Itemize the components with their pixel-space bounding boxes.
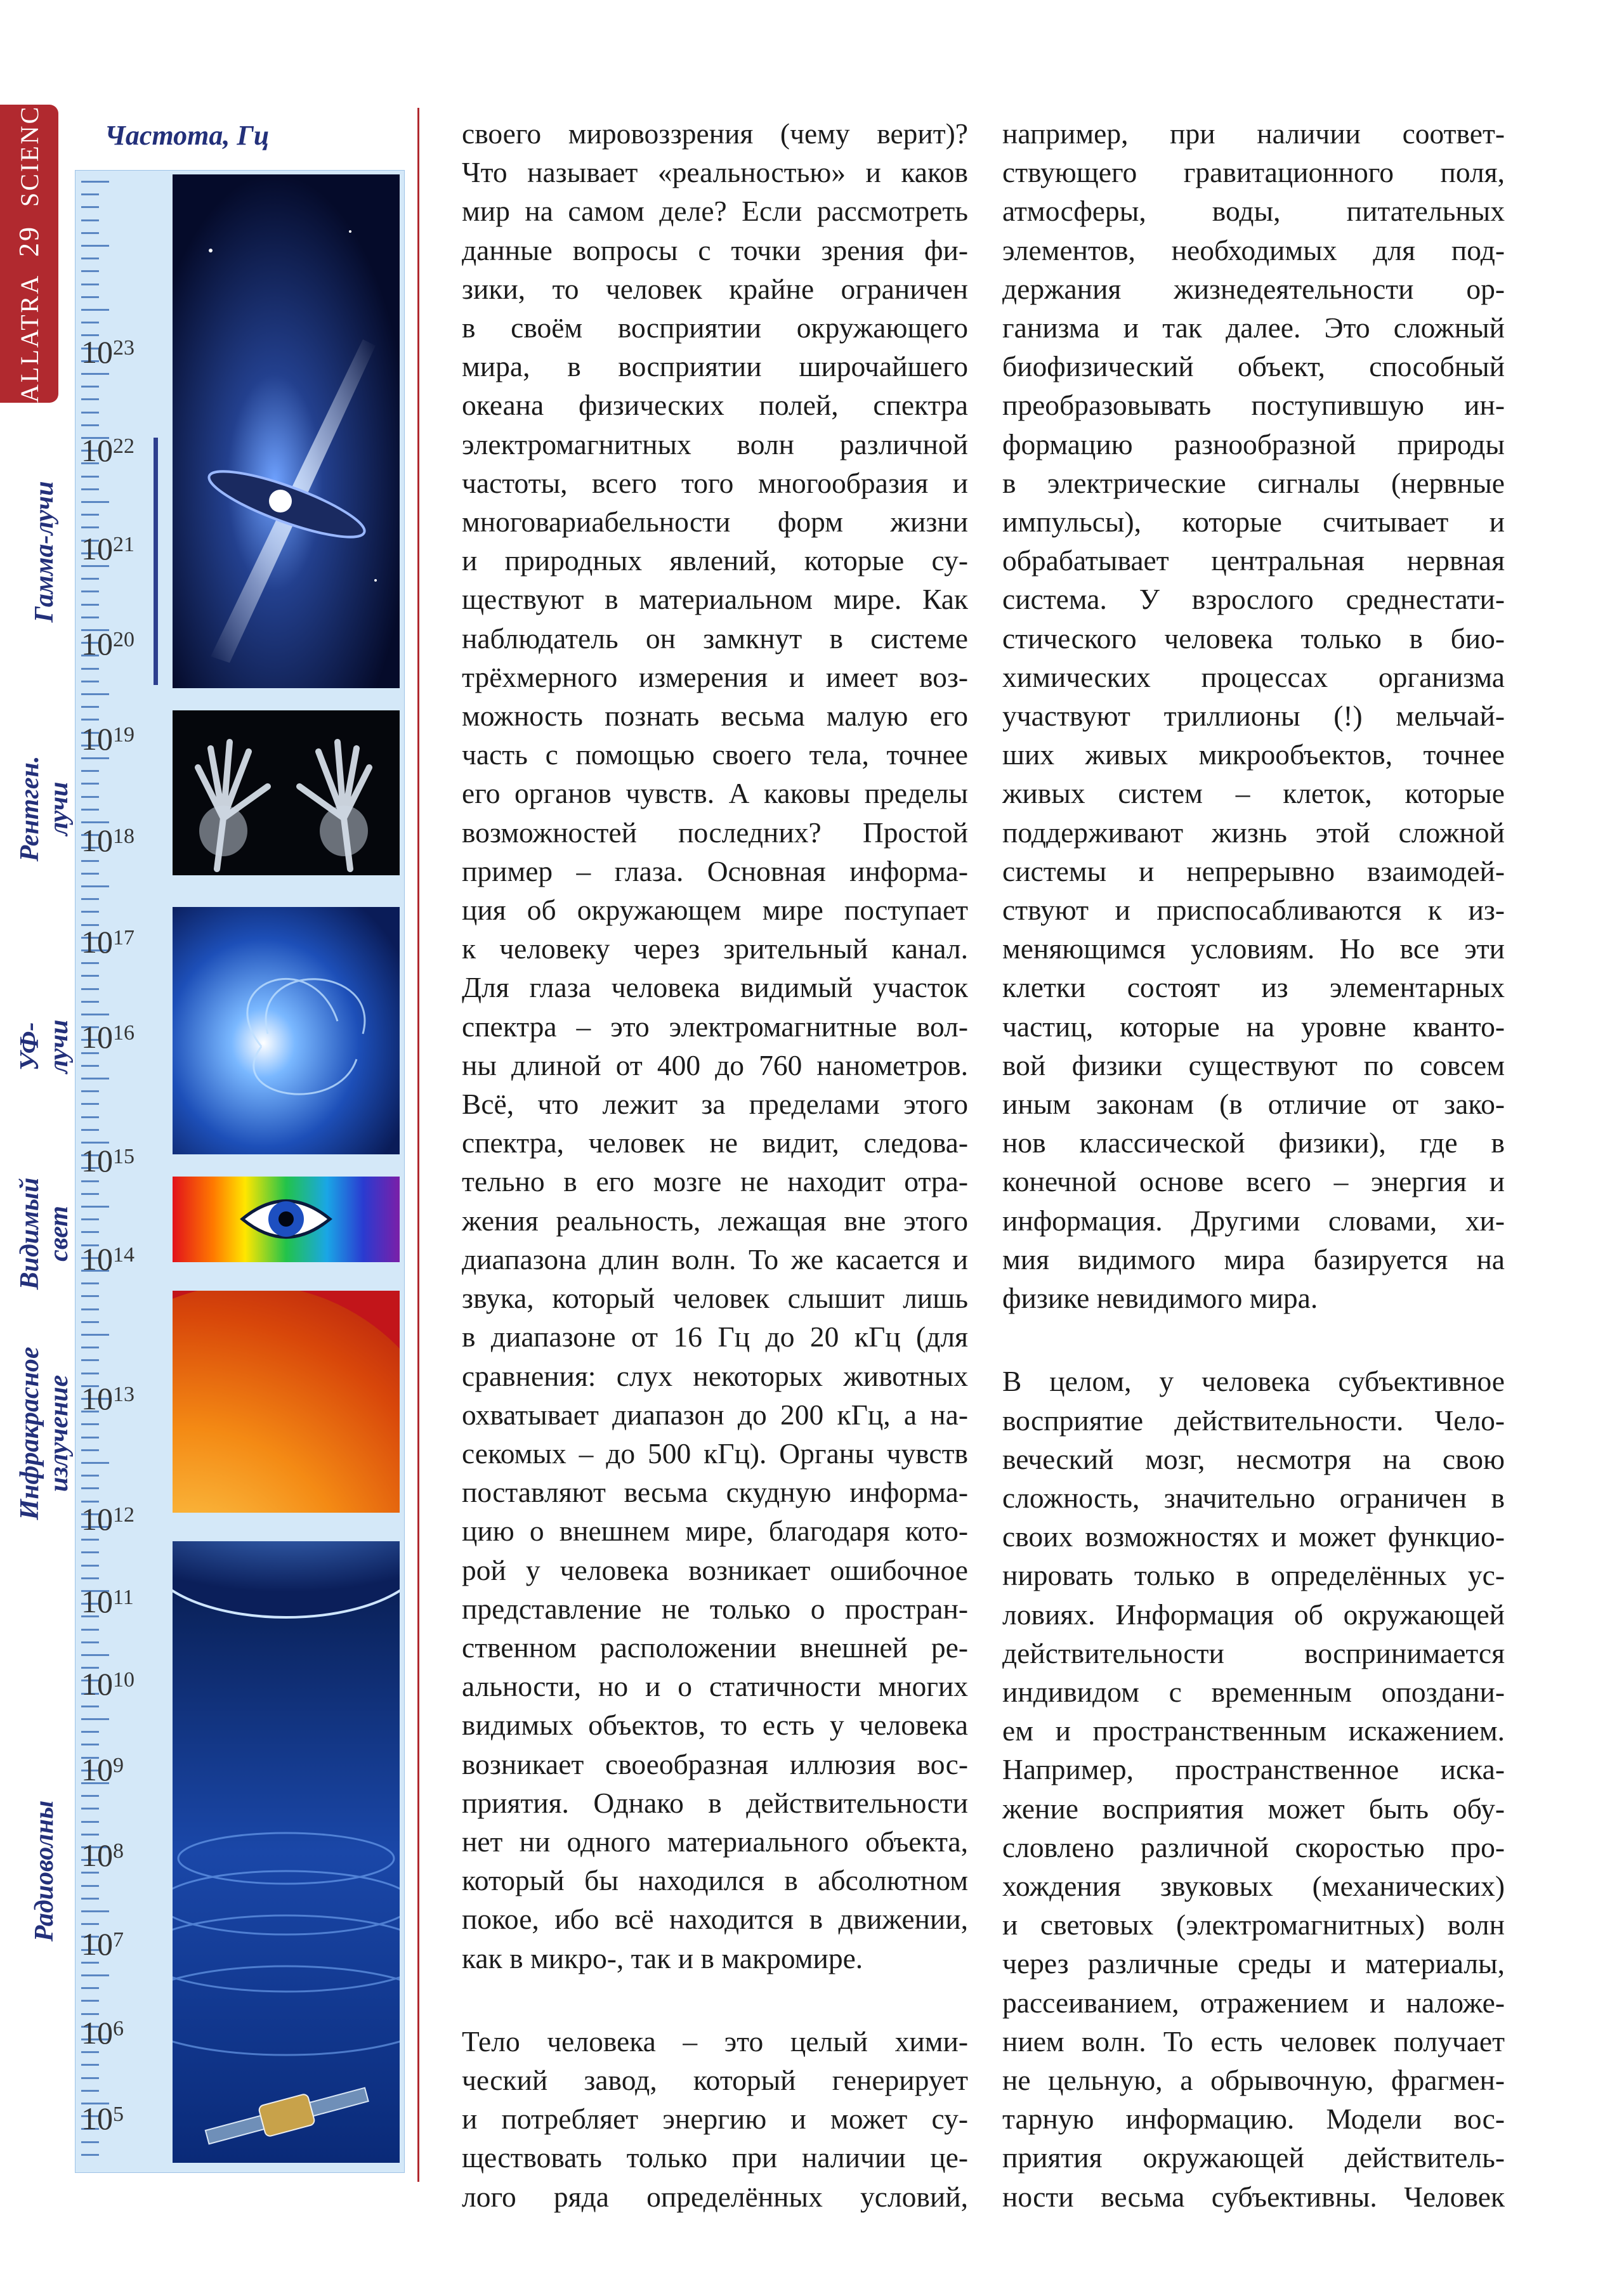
text-line: частиц, которые на уровне кванто- bbox=[1002, 1010, 1505, 1043]
text-line: веческий мозг, несмотря на свою bbox=[1002, 1442, 1505, 1475]
scale-tick bbox=[81, 1437, 99, 1438]
scale-tick bbox=[81, 988, 99, 990]
text-line: системы и непрерывно взаимодей- bbox=[1002, 854, 1505, 887]
scale-tick bbox=[81, 1885, 99, 1887]
text-line: обрабатывает центральная нервная bbox=[1002, 544, 1505, 577]
text-line: ция об окружающем мире поступает bbox=[462, 894, 968, 927]
scale-tick bbox=[81, 873, 99, 875]
frequency-power-label: $10^{10}$ bbox=[81, 1666, 134, 1702]
text-line: система. У взрослого среднестати- bbox=[1002, 583, 1505, 616]
paragraph bbox=[1002, 114, 1505, 1317]
paragraph bbox=[462, 114, 968, 1978]
text-line: океана физических полей, спектра bbox=[462, 389, 968, 422]
scale-tick bbox=[81, 309, 109, 311]
scale-tick bbox=[81, 501, 109, 503]
band-label-uv: УФ- лучи bbox=[15, 1019, 74, 1074]
text-line: действительности воспринимается bbox=[1002, 1636, 1505, 1669]
text-line: наблюдатель он замкнут в системе bbox=[462, 622, 968, 655]
gamma-range-rule bbox=[154, 438, 158, 685]
band-label-radio: Радиоволны bbox=[30, 1800, 59, 1942]
scale-tick bbox=[81, 1218, 99, 1220]
text-line: ществуют в материальном мире. Как bbox=[462, 583, 968, 616]
text-line: ности весьма субъективны. Человек bbox=[1002, 2180, 1505, 2213]
text-line: приятия окружающей действитель- bbox=[1002, 2141, 1505, 2174]
scale-tick bbox=[81, 1180, 99, 1182]
text-line: данные вопросы с точки зрения фи- bbox=[462, 233, 968, 266]
frequency-power-label: $10^{20}$ bbox=[81, 626, 134, 662]
scale-tick bbox=[81, 2154, 99, 2156]
scale-tick bbox=[81, 1001, 99, 1003]
scale-tick bbox=[81, 1475, 99, 1477]
paragraph bbox=[1002, 1362, 1505, 2215]
frequency-power-label: $10^7$ bbox=[81, 1926, 124, 1962]
scale-tick bbox=[81, 1987, 99, 1989]
scale-tick bbox=[81, 1962, 99, 1964]
scale-tick bbox=[81, 2090, 99, 2092]
scale-tick bbox=[81, 258, 99, 259]
frequency-power-label: $10^{22}$ bbox=[81, 433, 134, 468]
scale-tick bbox=[81, 2051, 99, 2053]
scale-tick bbox=[81, 885, 109, 887]
scale-tick bbox=[81, 578, 99, 580]
text-line: ствуют и приспосабливаются к из- bbox=[1002, 894, 1505, 927]
text-line: рассеиванием, отражением и наложе- bbox=[1002, 1986, 1505, 2019]
scale-tick bbox=[81, 1577, 99, 1579]
journal-running-head bbox=[13, 88, 44, 403]
scale-tick bbox=[81, 1718, 109, 1720]
text-line: Для глаза человека видимый участок bbox=[462, 971, 968, 1004]
scale-tick bbox=[81, 604, 99, 606]
scale-tick bbox=[81, 1641, 99, 1643]
scale-tick bbox=[81, 1295, 99, 1297]
text-column-right bbox=[1002, 114, 1505, 2216]
text-line: поставляют весьма скудную информа- bbox=[462, 1476, 968, 1509]
text-line: как в микро-, так и в макромире. bbox=[462, 1941, 863, 1974]
scale-tick bbox=[81, 1923, 99, 1925]
text-line: приятия. Однако в действительности bbox=[462, 1786, 968, 1819]
frequency-power-label: $10^{15}$ bbox=[81, 1143, 134, 1178]
scale-tick bbox=[81, 616, 99, 618]
text-line: нием волн. То есть человек получает bbox=[1002, 2025, 1505, 2058]
text-line: импульсы), которые считывает и bbox=[1002, 506, 1505, 538]
text-line: пример – глаза. Основная информа- bbox=[462, 854, 968, 887]
text-line: ны длиной от 400 до 760 нанометров. bbox=[462, 1048, 968, 1081]
scale-tick bbox=[81, 1359, 99, 1361]
scale-tick bbox=[81, 1551, 99, 1553]
text-line: Тело человека – это целый хими- bbox=[462, 2025, 968, 2058]
text-line: тельно в его мозге не находит отра- bbox=[462, 1165, 968, 1198]
frequency-power-label: $10^{16}$ bbox=[81, 1019, 134, 1055]
frequency-power-label: $10^9$ bbox=[81, 1752, 124, 1787]
scale-tick bbox=[81, 681, 99, 682]
text-line: ем и пространственным искажением. bbox=[1002, 1714, 1505, 1747]
text-line: в диапазоне от 16 Гц до 20 кГц (для bbox=[462, 1321, 968, 1353]
band-label-gamma: Гамма-лучи bbox=[30, 481, 59, 623]
paragraph-gap bbox=[1002, 1317, 1505, 1362]
text-line: мира, в восприятии широчайшего bbox=[462, 350, 968, 383]
journal-name: ALLATRA bbox=[15, 275, 44, 403]
text-line: ганизма и так далее. Это сложный bbox=[1002, 311, 1505, 344]
scale-tick bbox=[81, 860, 99, 862]
text-line: жения реальность, лежащая вне этого bbox=[462, 1204, 968, 1237]
column-rule bbox=[417, 108, 419, 2182]
frequency-power-label: $10^{14}$ bbox=[81, 1241, 134, 1277]
text-line: через различные среды и материалы, bbox=[1002, 1947, 1505, 1980]
text-line: ческий завод, который генерирует bbox=[462, 2063, 968, 2096]
text-line: стического человека только в био- bbox=[1002, 622, 1505, 655]
scale-tick bbox=[81, 1731, 99, 1733]
text-line: спектра – это электромагнитные вол- bbox=[462, 1010, 968, 1043]
scale-tick bbox=[81, 719, 99, 721]
text-line: зики, то человек крайне ограничен bbox=[462, 272, 968, 305]
infrared-sun-image bbox=[173, 1291, 400, 1513]
text-line: электромагнитных волн различной bbox=[462, 427, 968, 460]
text-line: Всё, что лежит за пределами этого bbox=[462, 1088, 968, 1121]
text-line: часть с помощью своего тела, точнее bbox=[462, 738, 968, 771]
scale-tick bbox=[81, 284, 99, 285]
band-label-xray: Рентген. лучи bbox=[15, 755, 74, 862]
text-line: меняющимся условиям. Но все эти bbox=[1002, 932, 1505, 965]
scale-tick bbox=[81, 424, 99, 426]
text-line: его органов чувств. А каковы пределы bbox=[462, 777, 968, 810]
scale-tick bbox=[81, 1129, 99, 1131]
scale-tick bbox=[81, 1706, 99, 1707]
scale-tick bbox=[81, 322, 99, 323]
text-line: клетки состоят из элементарных bbox=[1002, 971, 1505, 1004]
text-line: жение восприятия может быть обу- bbox=[1002, 1792, 1505, 1825]
text-line: покое, ибо всё находится в движении, bbox=[462, 1903, 968, 1936]
paragraph bbox=[462, 2022, 968, 2216]
text-line: формацию разнообразной природы bbox=[1002, 427, 1505, 460]
scale-tick bbox=[81, 206, 99, 208]
scale-tick bbox=[81, 398, 99, 400]
gamma-ray-burst-image bbox=[173, 174, 400, 688]
frequency-axis-title: Частота, Гц bbox=[105, 120, 270, 151]
text-line: частоты, всего того многообразия и bbox=[462, 466, 968, 499]
scale-tick bbox=[81, 1449, 99, 1451]
text-line: трёхмерного измерения и имеет воз- bbox=[462, 660, 968, 693]
scale-tick bbox=[81, 1282, 99, 1284]
scale-tick bbox=[81, 1116, 99, 1118]
scale-tick bbox=[81, 1090, 99, 1092]
text-column-left bbox=[462, 114, 968, 2216]
scale-tick bbox=[81, 1821, 99, 1823]
scale-tick bbox=[81, 1321, 99, 1323]
scale-tick bbox=[81, 1654, 109, 1656]
scale-tick bbox=[81, 526, 99, 528]
band-label-infrared: Инфракрасное излучение bbox=[15, 1347, 74, 1520]
text-line: биофизический объект, способный bbox=[1002, 350, 1505, 383]
scale-tick bbox=[81, 270, 99, 272]
text-line: возникает своеобразная иллюзия вос- bbox=[462, 1747, 968, 1780]
frequency-power-label: $10^{18}$ bbox=[81, 823, 134, 858]
scale-tick bbox=[81, 193, 99, 195]
scale-tick bbox=[81, 911, 99, 913]
scale-tick bbox=[81, 590, 99, 592]
text-line: спектра, человек не видит, следова- bbox=[462, 1126, 968, 1159]
text-line: хождения звуковых (механических) bbox=[1002, 1869, 1505, 1902]
text-line: Что называет «реальностью» и каков bbox=[462, 156, 968, 189]
text-line: и природных явлений, которые су- bbox=[462, 544, 968, 577]
scale-tick bbox=[81, 1231, 99, 1233]
text-line: ших живых микрообъектов, точнее bbox=[1002, 738, 1505, 771]
text-line: рой у человека возникает ошибочное bbox=[462, 1553, 968, 1586]
text-line: секомых – до 500 кГц). Органы чувств bbox=[462, 1437, 968, 1470]
scale-tick bbox=[81, 245, 109, 247]
frequency-power-label: $10^{11}$ bbox=[81, 1584, 134, 1619]
text-line: элементов, необходимых для под- bbox=[1002, 233, 1505, 266]
scale-tick bbox=[81, 219, 99, 221]
scale-tick bbox=[81, 809, 99, 811]
text-line: многовариабельности форм жизни bbox=[462, 506, 968, 538]
scale-tick bbox=[81, 668, 99, 670]
scale-tick bbox=[81, 1014, 109, 1015]
scale-tick bbox=[81, 1565, 99, 1567]
scale-tick bbox=[81, 1487, 99, 1489]
text-line: держания жизнедеятельности ор- bbox=[1002, 272, 1505, 305]
text-line: вой физики существуют по совсем bbox=[1002, 1048, 1505, 1081]
frequency-power-label: $10^6$ bbox=[81, 2015, 124, 2051]
text-line: химических процессах организма bbox=[1002, 660, 1505, 693]
page-number: 29 bbox=[13, 225, 44, 257]
text-line: и потребляет энергию и может су- bbox=[462, 2103, 968, 2136]
text-line: нет ни одного материального объекта, bbox=[462, 1825, 968, 1858]
scale-tick bbox=[81, 1898, 99, 1900]
scale-tick bbox=[81, 693, 109, 695]
text-line: тарную информацию. Модели вос- bbox=[1002, 2103, 1505, 2136]
scale-tick bbox=[81, 1373, 99, 1374]
scale-tick bbox=[81, 1462, 109, 1464]
scale-tick bbox=[81, 1103, 99, 1105]
text-line: конечной основе всего – энергия и bbox=[1002, 1165, 1505, 1198]
scale-tick bbox=[81, 796, 99, 798]
scale-tick bbox=[81, 706, 99, 708]
text-line: сложность, значительно ограничен в bbox=[1002, 1481, 1505, 1514]
text-line: индивидом с временным опоздани- bbox=[1002, 1675, 1505, 1708]
text-line: который бы находился в абсолютном bbox=[462, 1864, 968, 1897]
x-ray-hands-image bbox=[173, 710, 400, 875]
text-line: ществовать только при наличии це- bbox=[462, 2141, 968, 2174]
scale-tick bbox=[81, 1193, 99, 1195]
text-line: своего мировоззрения (чему верит)? bbox=[462, 117, 968, 150]
section-name: SCIENCE bbox=[15, 88, 44, 207]
frequency-power-label: $10^{23}$ bbox=[81, 334, 134, 370]
scale-tick bbox=[81, 514, 99, 516]
text-line: альности, но и о статичности многих bbox=[462, 1670, 968, 1703]
frequency-power-label: $10^8$ bbox=[81, 1837, 124, 1873]
frequency-power-label: $10^5$ bbox=[81, 2101, 124, 2136]
scale-tick bbox=[81, 1808, 99, 1810]
scale-tick bbox=[81, 757, 109, 759]
paragraph-gap bbox=[462, 1978, 968, 2022]
scale-tick bbox=[81, 232, 99, 234]
scale-tick bbox=[81, 1423, 99, 1425]
text-line: в своём восприятии окружающего bbox=[462, 311, 968, 344]
text-line: лого ряда определённых условий, bbox=[462, 2180, 968, 2213]
scale-tick bbox=[81, 412, 99, 414]
scale-tick bbox=[81, 1910, 109, 1912]
scale-tick bbox=[81, 476, 99, 478]
frequency-power-label: $10^{21}$ bbox=[81, 531, 134, 566]
scale-tick bbox=[81, 181, 109, 183]
text-line: иным законам (в отличие от зако- bbox=[1002, 1088, 1505, 1121]
frequency-power-label: $10^{12}$ bbox=[81, 1501, 134, 1537]
text-line: цию о внешнем мире, благодаря кото- bbox=[462, 1515, 968, 1548]
scale-tick bbox=[81, 1744, 99, 1745]
text-line: мия видимого мира базируется на bbox=[1002, 1243, 1505, 1275]
scale-tick bbox=[81, 898, 99, 900]
text-line: сравнения: слух некоторых животных bbox=[462, 1359, 968, 1392]
text-line: и световых (электромагнитных) волн bbox=[1002, 1908, 1505, 1941]
text-line: представление не только о простран- bbox=[462, 1592, 968, 1625]
scale-tick bbox=[81, 1629, 99, 1631]
scale-tick bbox=[81, 1795, 99, 1797]
frequency-power-label: $10^{17}$ bbox=[81, 924, 134, 960]
scale-tick bbox=[81, 1974, 109, 1976]
text-line: нов классической физики), где в bbox=[1002, 1126, 1505, 1159]
text-line: диапазона длин волн. То же касается и bbox=[462, 1243, 968, 1275]
text-line: например, при наличии соответ- bbox=[1002, 117, 1505, 150]
scale-tick bbox=[81, 2064, 99, 2066]
frequency-power-label: $10^{19}$ bbox=[81, 721, 134, 757]
text-line: мир на самом деле? Если рассмотреть bbox=[462, 195, 968, 228]
scale-tick bbox=[81, 296, 99, 298]
text-line: видимых объектов, то есть у человека bbox=[462, 1709, 968, 1742]
text-line: ственном расположении внешней ре- bbox=[462, 1631, 968, 1664]
text-line: словлено различной скоростью про- bbox=[1002, 1830, 1505, 1863]
text-line: ловиях. Информация об окружающей bbox=[1002, 1598, 1505, 1631]
scale-tick bbox=[81, 1308, 99, 1310]
text-line: возможностей последних? Простой bbox=[462, 816, 968, 849]
text-line: атмосферы, воды, питательных bbox=[1002, 195, 1505, 228]
scale-tick bbox=[81, 2077, 99, 2079]
text-line: живых систем – клеток, которые bbox=[1002, 777, 1505, 810]
radio-waves-satellite-image bbox=[173, 1541, 400, 2163]
visible-spectrum-eye-image bbox=[173, 1177, 400, 1262]
text-line: В целом, у человека субъективное bbox=[1002, 1365, 1505, 1398]
scale-tick bbox=[81, 1078, 109, 1080]
text-line: Например, пространственное иска- bbox=[1002, 1753, 1505, 1786]
text-line: восприятие действительности. Чело- bbox=[1002, 1404, 1505, 1437]
scale-tick bbox=[81, 1539, 99, 1541]
text-line: можность познать весьма малую его bbox=[462, 700, 968, 733]
text-line: физике невидимого мира. bbox=[1002, 1282, 1318, 1315]
text-line: звука, который человек слышит лишь bbox=[462, 1282, 968, 1315]
scale-tick bbox=[81, 1347, 99, 1348]
text-line: к человеку через зрительный канал. bbox=[462, 932, 968, 965]
band-label-visible: Видимый свет bbox=[15, 1177, 74, 1290]
scale-tick bbox=[81, 2141, 99, 2143]
text-line: не цельную, а обрывочную, фрагмен- bbox=[1002, 2063, 1505, 2096]
text-line: информация. Другими словами, хи- bbox=[1002, 1204, 1505, 1237]
text-line: поддерживают жизнь этой сложной bbox=[1002, 816, 1505, 849]
scale-tick bbox=[81, 1065, 99, 1067]
text-line: преобразовывать поступившую ин- bbox=[1002, 389, 1505, 422]
scale-tick bbox=[81, 770, 99, 772]
scale-tick bbox=[81, 386, 99, 388]
scale-tick bbox=[81, 2000, 99, 2002]
text-line: участвуют триллионы (!) мельчай- bbox=[1002, 700, 1505, 733]
scale-tick bbox=[81, 975, 99, 977]
frequency-power-label: $10^{13}$ bbox=[81, 1381, 134, 1416]
text-line: нировать только в определённых ус- bbox=[1002, 1559, 1505, 1592]
scale-tick bbox=[81, 488, 99, 490]
text-line: в электрические сигналы (нервные bbox=[1002, 466, 1505, 499]
text-line: своих возможностях и может функцио- bbox=[1002, 1520, 1505, 1553]
scale-tick bbox=[81, 962, 99, 964]
scale-tick bbox=[81, 783, 99, 785]
scale-tick bbox=[81, 1834, 99, 1836]
text-line: ствующего гравитационного поля, bbox=[1002, 156, 1505, 189]
ultraviolet-sun-image bbox=[173, 907, 400, 1154]
text-line: охватывает диапазон до 200 кГц, а на- bbox=[462, 1398, 968, 1431]
scale-tick bbox=[81, 373, 109, 375]
scale-tick bbox=[81, 1206, 109, 1208]
scale-tick bbox=[81, 1334, 109, 1336]
